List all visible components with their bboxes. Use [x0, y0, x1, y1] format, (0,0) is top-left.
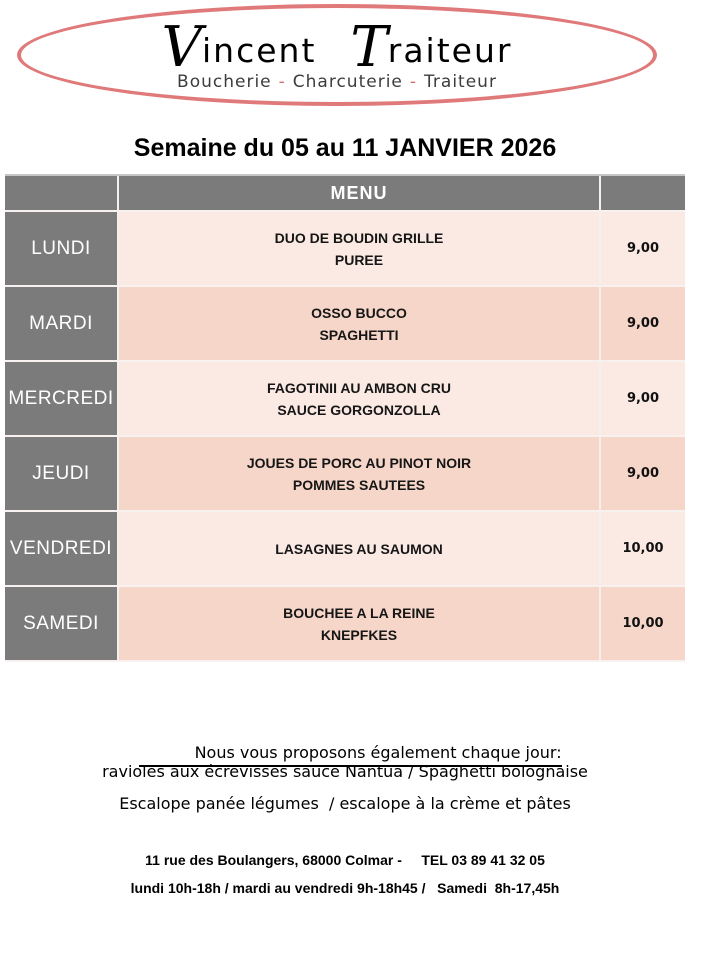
subtitle-boucherie: Boucherie: [177, 72, 272, 92]
price-value: 9,00: [601, 212, 685, 287]
brand-initial-v: V: [161, 15, 202, 80]
table-row-mercredi: [5, 362, 685, 437]
menu-dish-cell: [119, 512, 601, 587]
day-label: MERCREDI: [5, 362, 119, 437]
price-value: 9,00: [601, 362, 685, 437]
brand-subtitle: [177, 72, 497, 92]
brand-name: [161, 15, 513, 80]
logo-oval: [17, 4, 657, 106]
dish-line-2: SAUCE GORGONZOLLA: [277, 401, 441, 418]
table-row-jeudi: [5, 437, 685, 512]
subtitle-dash-2: -: [409, 72, 418, 92]
dish-line-1: LASAGNES AU SAUMON: [275, 540, 443, 557]
address-line: 11 rue des Boulangers, 68000 Colmar - TEL 03 89 41 32 05: [145, 852, 545, 868]
menu-dish-cell: [119, 587, 601, 662]
brand-word-vincent-rest: incent: [202, 31, 317, 70]
daily-offer-title: [0, 724, 690, 762]
dish-line-1: JOUES DE PORC AU PINOT NOIR: [246, 454, 472, 471]
menu-dish-cell: [119, 287, 601, 362]
header-price-cell: [601, 176, 685, 212]
subtitle-dash-1: -: [278, 72, 286, 92]
dish-line-1: FAGOTINII AU AMBON CRU: [266, 379, 452, 396]
day-label: VENDREDI: [5, 512, 119, 587]
price-value: 10,00: [601, 512, 685, 587]
daily-offer-line-2: Escalope panée légumes / escalope à la crème et pâtes: [119, 794, 571, 813]
day-label: JEUDI: [5, 437, 119, 512]
daily-offer-line-1: ravioles aux écrevisses sauce Nantua / Spaghetti bolognaise: [102, 762, 588, 781]
week-title: Semaine du 05 au 11 JANVIER 2026: [133, 134, 557, 162]
menu-dish-cell: [119, 437, 601, 512]
brand-initial-t: T: [350, 15, 388, 80]
daily-offer-title-text: Nous vous proposons également chaque jour:: [139, 743, 562, 767]
dish-line-2: POMMES SAUTEES: [292, 476, 426, 493]
menu-dish-cell: [119, 212, 601, 287]
menu-dish-cell: [119, 362, 601, 437]
table-row-lundi: [5, 212, 685, 287]
header-day-cell: [5, 176, 119, 212]
table-header-row: [5, 176, 685, 212]
table-row-samedi: [5, 587, 685, 662]
dish-line-2: KNEPFKES: [320, 626, 398, 643]
table-row-mardi: [5, 287, 685, 362]
price-value: 9,00: [601, 287, 685, 362]
header-menu-cell: MENU: [119, 176, 601, 212]
day-label: MARDI: [5, 287, 119, 362]
dish-line-1: OSSO BUCCO: [311, 304, 407, 321]
price-value: 9,00: [601, 437, 685, 512]
price-value: 10,00: [601, 587, 685, 662]
day-label: SAMEDI: [5, 587, 119, 662]
dish-line-2: PUREE: [334, 251, 384, 268]
dish-line-1: BOUCHEE A LA REINE: [283, 604, 435, 621]
subtitle-charcuterie: Charcuterie: [292, 72, 403, 92]
opening-hours-line: lundi 10h-18h / mardi au vendredi 9h-18h45 / Samedi 8h-17,45h: [130, 880, 560, 896]
dish-line-1: DUO DE BOUDIN GRILLE: [274, 229, 444, 246]
dish-line-2: SPAGHETTI: [319, 326, 399, 343]
menu-table: [5, 174, 685, 662]
table-row-vendredi: [5, 512, 685, 587]
subtitle-traiteur: Traiteur: [424, 72, 497, 92]
day-label: LUNDI: [5, 212, 119, 287]
brand-word-traiteur-rest: raiteur: [387, 31, 513, 70]
